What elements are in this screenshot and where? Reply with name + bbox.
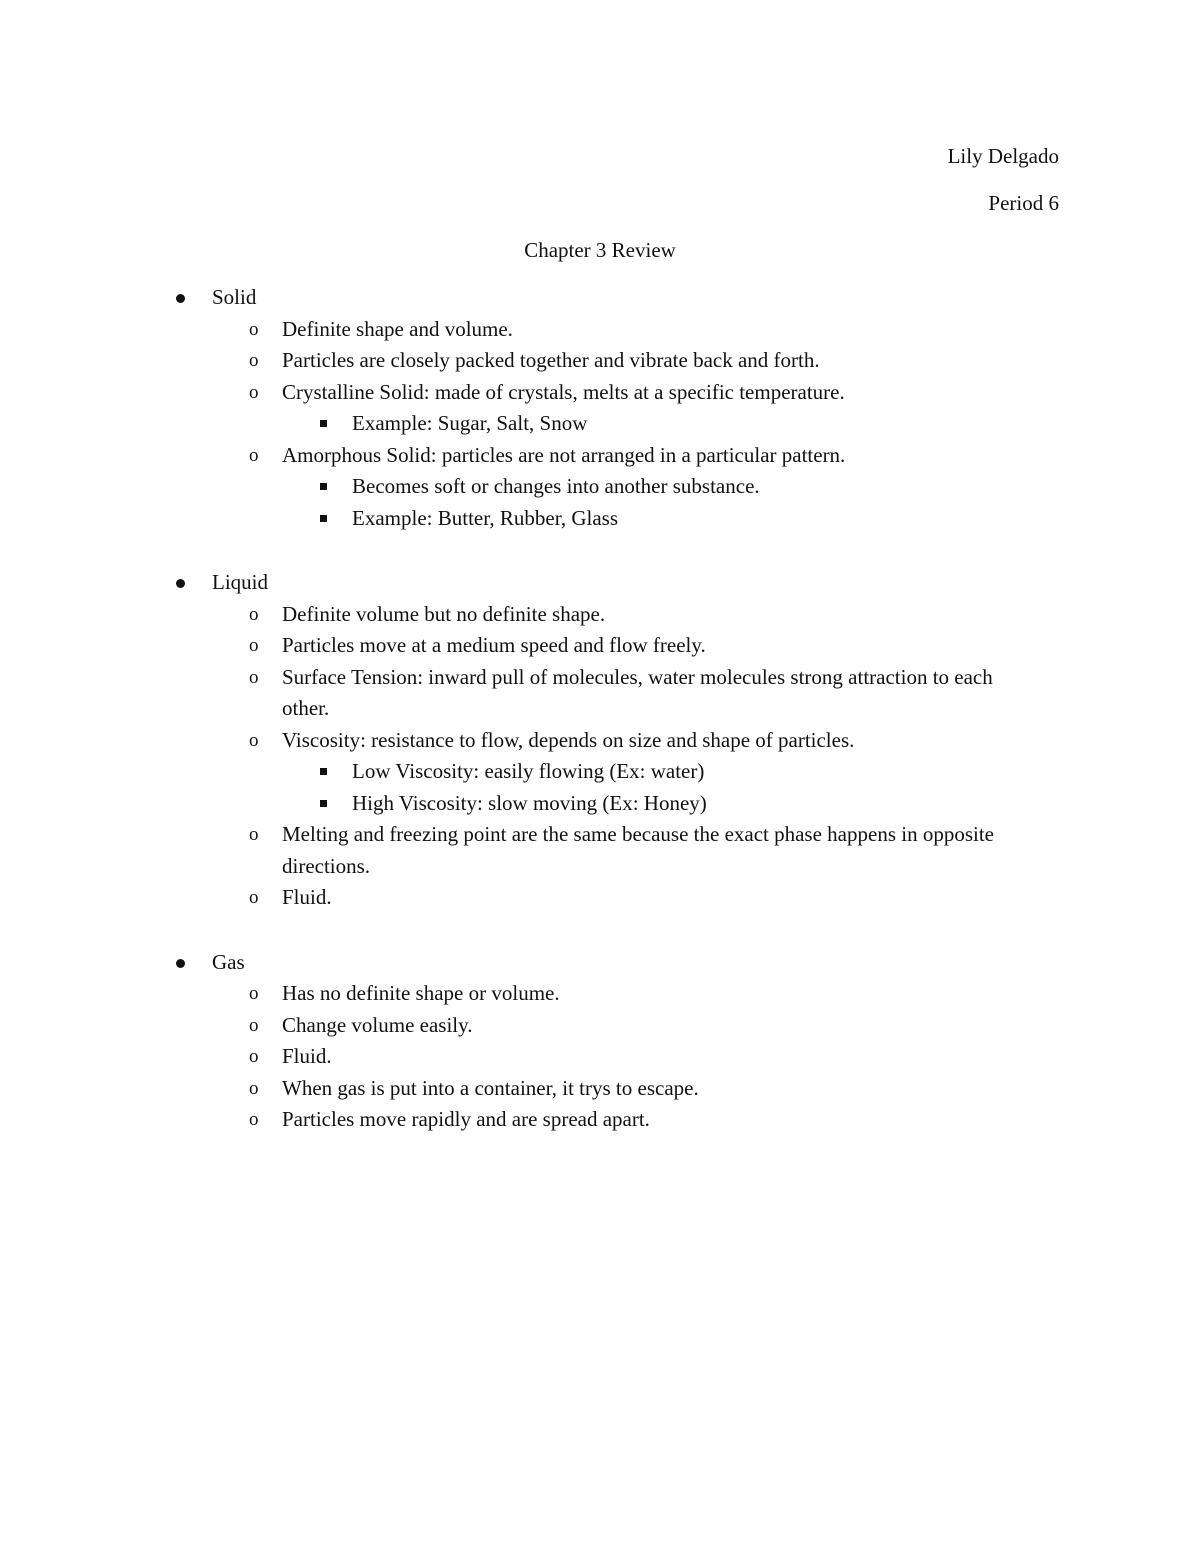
bullet-square-icon — [320, 483, 327, 490]
list-item: o Particles move rapidly and are spread apart. — [0, 1104, 1200, 1136]
spacer — [0, 534, 1200, 567]
list-item: o Viscosity: resistance to flow, depends on size and shape of particles. — [0, 725, 1200, 757]
bullet-square-icon — [320, 515, 327, 522]
bullet-circle-icon: o — [249, 666, 259, 688]
bullet-circle-icon: o — [249, 729, 259, 751]
list-item: o Surface Tension: inward pull of molecules, water molecules strong attraction to each other. — [0, 662, 1200, 725]
outline-list — [0, 282, 1200, 1136]
bullet-circle-icon: o — [249, 381, 259, 403]
list-item: o Particles are closely packed together and vibrate back and forth. — [0, 345, 1200, 377]
bullet-circle-icon: o — [249, 318, 259, 340]
list-item: o When gas is put into a container, it trys to escape. — [0, 1073, 1200, 1105]
list-item: o Particles move at a medium speed and flow freely. — [0, 630, 1200, 662]
bullet-circle-icon: o — [249, 635, 259, 656]
bullet-square-icon — [320, 768, 327, 775]
bullet-disc-icon — [176, 959, 185, 968]
section-heading-solid: Solid — [0, 282, 1200, 314]
list-item: o Amorphous Solid: particles are not arranged in a particular pattern. — [0, 440, 1200, 472]
bullet-circle-icon: o — [249, 887, 259, 908]
bullet-circle-icon: o — [249, 444, 259, 466]
list-subitem: Becomes soft or changes into another substance. — [0, 471, 1200, 503]
list-item: o Fluid. — [0, 1041, 1200, 1073]
list-item: o Definite shape and volume. — [0, 314, 1200, 346]
section-heading-liquid: Liquid — [0, 567, 1200, 599]
spacer — [0, 914, 1200, 947]
list-item: o Has no definite shape or volume. — [0, 978, 1200, 1010]
bullet-circle-icon: o — [249, 1014, 259, 1036]
bullet-square-icon — [320, 420, 327, 427]
list-subitem: Example: Sugar, Salt, Snow — [0, 408, 1200, 440]
bullet-circle-icon: o — [249, 1046, 259, 1067]
list-subitem: Low Viscosity: easily flowing (Ex: water) — [0, 756, 1200, 788]
list-item: o Definite volume but no definite shape. — [0, 599, 1200, 631]
page-title: Chapter 3 Review — [524, 238, 676, 262]
list-subitem: High Viscosity: slow moving (Ex: Honey) — [0, 788, 1200, 820]
bullet-circle-icon: o — [249, 983, 259, 1004]
bullet-circle-icon: o — [249, 350, 259, 371]
list-item: o Crystalline Solid: made of crystals, melts at a specific temperature. — [0, 377, 1200, 409]
bullet-disc-icon — [176, 579, 185, 588]
list-item: o Melting and freezing point are the same because the exact phase happens in opposite directions. — [0, 819, 1200, 882]
list-item: o Fluid. — [0, 882, 1200, 914]
list-item: o Change volume easily. — [0, 1010, 1200, 1042]
bullet-square-icon — [320, 800, 327, 807]
bullet-circle-icon: o — [249, 1077, 259, 1099]
list-subitem: Example: Butter, Rubber, Glass — [0, 503, 1200, 535]
section-heading-gas: Gas — [0, 947, 1200, 979]
bullet-circle-icon: o — [249, 1109, 259, 1130]
class-period: Period 6 — [988, 191, 1059, 215]
bullet-circle-icon: o — [249, 824, 259, 845]
bullet-circle-icon: o — [249, 603, 259, 625]
student-name: Lily Delgado — [947, 144, 1059, 168]
bullet-disc-icon — [176, 294, 185, 303]
